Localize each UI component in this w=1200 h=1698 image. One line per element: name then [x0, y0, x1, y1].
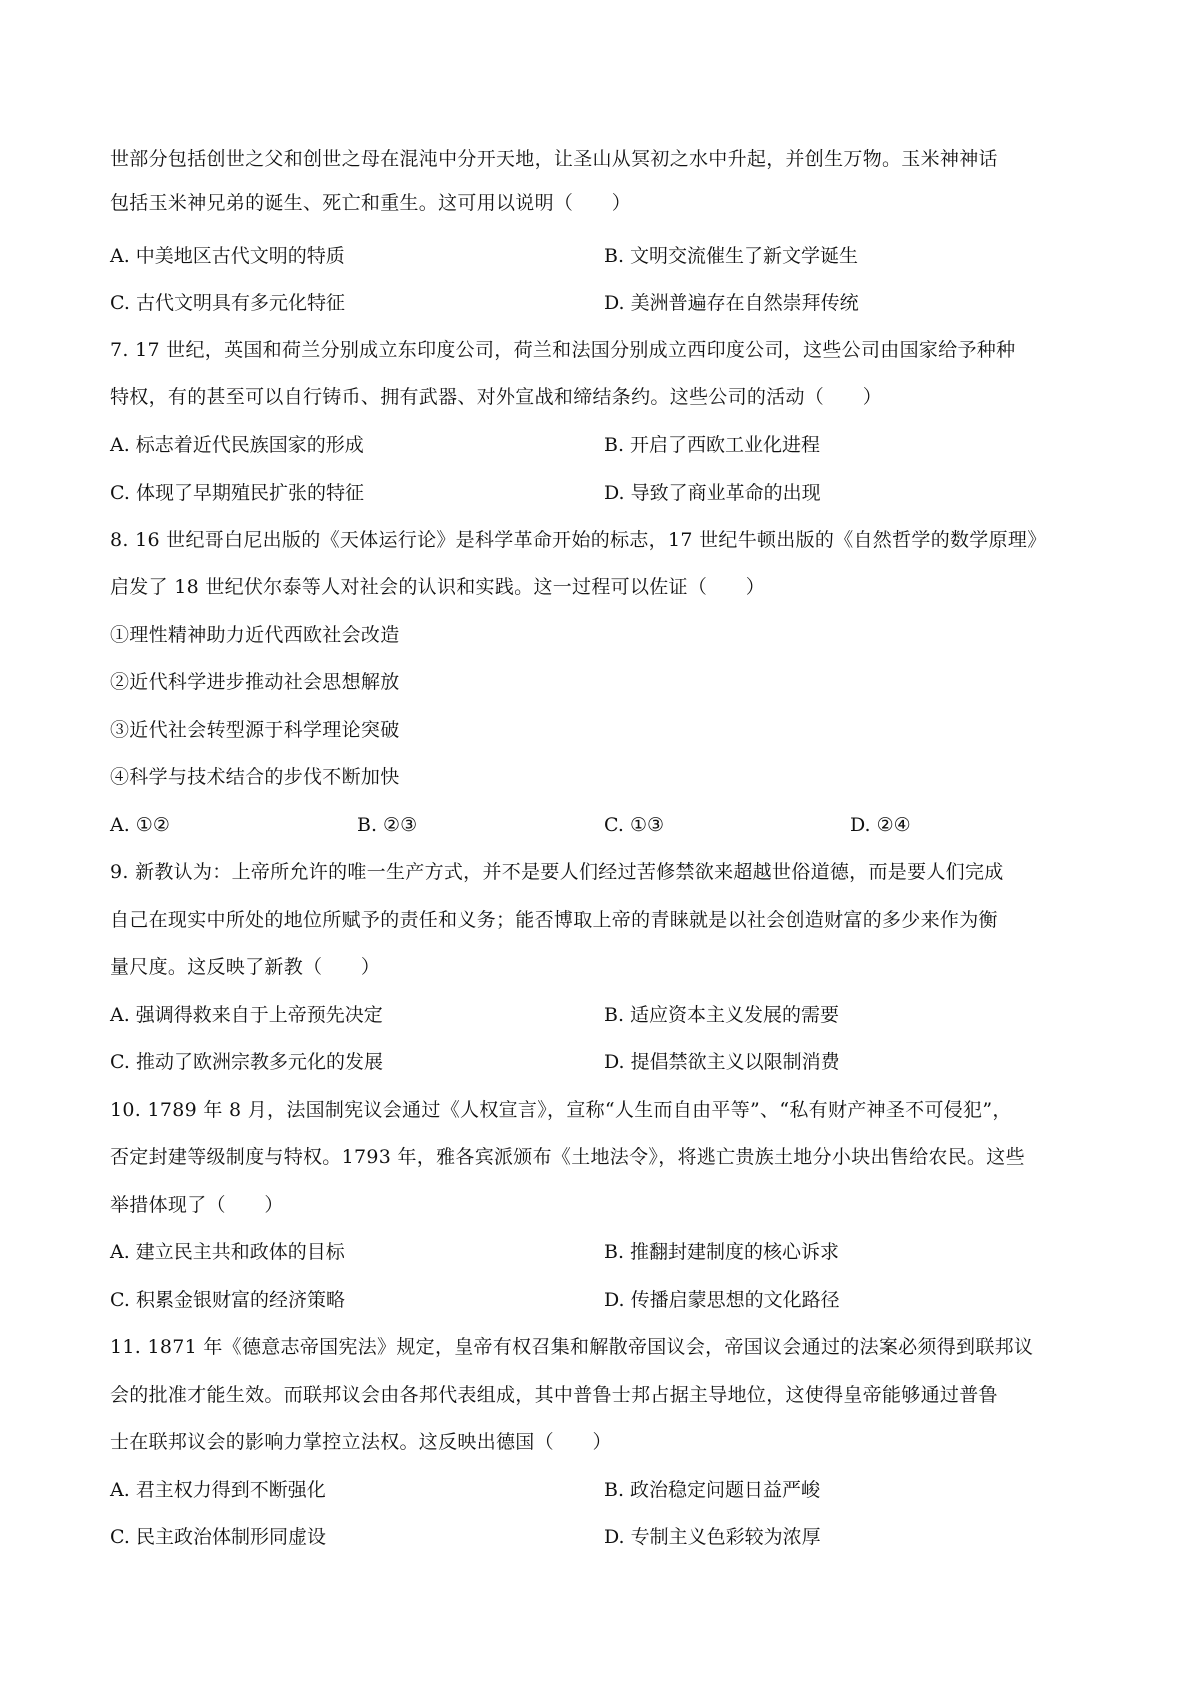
- q9-option-c: C. 推动了欧洲宗教多元化的发展: [110, 1051, 383, 1073]
- q8-item-4: ④科学与技术结合的步伐不断加快: [110, 766, 400, 788]
- q6-option-a: A. 中美地区古代文明的特质: [110, 245, 345, 267]
- q9-option-b: B. 适应资本主义发展的需要: [604, 1004, 840, 1026]
- q10-option-a: A. 建立民主共和政体的目标: [110, 1241, 345, 1263]
- q11-option-c: C. 民主政治体制形同虚设: [110, 1526, 326, 1548]
- q11-stem-line-2: 会的批准才能生效。而联邦议会由各邦代表组成，其中普鲁士邦占据主导地位，这使得皇帝能够通过普鲁: [110, 1384, 998, 1406]
- q11-stem-line-1: 11. 1871 年《德意志帝国宪法》规定，皇帝有权召集和解散帝国议会，帝国议会通过的法案必须得到联邦议: [110, 1336, 1034, 1358]
- q9-stem-line-1: 9. 新教认为：上帝所允许的唯一生产方式，并不是要人们经过苦修禁欲来超越世俗道德，而是要人们完成: [110, 861, 1004, 883]
- q8-option-d: D. ②④: [850, 814, 911, 836]
- q10-stem-line-3: 举措体现了（ ）: [110, 1194, 284, 1216]
- q9-stem-line-3: 量尺度。这反映了新教（ ）: [110, 956, 381, 978]
- q8-option-c: C. ①③: [604, 814, 665, 836]
- q10-option-b: B. 推翻封建制度的核心诉求: [604, 1241, 840, 1263]
- q11-option-b: B. 政治稳定问题日益严峻: [604, 1479, 821, 1501]
- q8-option-a: A. ①②: [110, 814, 170, 836]
- q7-stem-line-2: 特权，有的甚至可以自行铸币、拥有武器、对外宣战和缔结条约。这些公司的活动（ ）: [110, 386, 883, 408]
- q8-item-2: ②近代科学进步推动社会思想解放: [110, 671, 400, 693]
- q7-option-c: C. 体现了早期殖民扩张的特征: [110, 482, 364, 504]
- q7-stem-line-1: 7. 17 世纪，英国和荷兰分别成立东印度公司，荷兰和法国分别成立西印度公司，这些公司由国家给予种种: [110, 339, 1016, 361]
- q6-option-d: D. 美洲普遍存在自然崇拜传统: [604, 292, 859, 314]
- q6-stem-line-2: 包括玉米神兄弟的诞生、死亡和重生。这可用以说明（ ）: [110, 192, 632, 214]
- q6-option-c: C. 古代文明具有多元化特征: [110, 292, 345, 314]
- q8-stem-line-2: 启发了 18 世纪伏尔泰等人对社会的认识和实践。这一过程可以佐证（ ）: [110, 576, 766, 598]
- q6-stem-line-1: 世部分包括创世之父和创世之母在混沌中分开天地，让圣山从冥初之水中升起，并创生万物。玉米神神话: [110, 148, 998, 170]
- q10-option-c: C. 积累金银财富的经济策略: [110, 1289, 345, 1311]
- q11-option-d: D. 专制主义色彩较为浓厚: [604, 1526, 821, 1548]
- q6-option-b: B. 文明交流催生了新文学诞生: [604, 245, 859, 267]
- q8-item-3: ③近代社会转型源于科学理论突破: [110, 719, 400, 741]
- q9-option-a: A. 强调得救来自于上帝预先决定: [110, 1004, 383, 1026]
- q11-stem-line-3: 士在联邦议会的影响力掌控立法权。这反映出德国（ ）: [110, 1431, 612, 1453]
- q9-stem-line-2: 自己在现实中所处的地位所赋予的责任和义务；能否博取上帝的青睐就是以社会创造财富的多少来作为衡: [110, 909, 998, 931]
- q10-stem-line-1: 10. 1789 年 8 月，法国制宪议会通过《人权宣言》，宣称“人生而自由平等”、“私有财产神圣不可侵犯”，: [110, 1099, 1012, 1121]
- q7-option-a: A. 标志着近代民族国家的形成: [110, 434, 364, 456]
- q8-item-1: ①理性精神助力近代西欧社会改造: [110, 624, 400, 646]
- q8-option-b: B. ②③: [357, 814, 418, 836]
- q11-option-a: A. 君主权力得到不断强化: [110, 1479, 326, 1501]
- q10-option-d: D. 传播启蒙思想的文化路径: [604, 1289, 840, 1311]
- q9-option-d: D. 提倡禁欲主义以限制消费: [604, 1051, 840, 1073]
- q8-stem-line-1: 8. 16 世纪哥白尼出版的《天体运行论》是科学革命开始的标志，17 世纪牛顿出版的《自然哲学的数学原理》: [110, 529, 1047, 551]
- q7-option-b: B. 开启了西欧工业化进程: [604, 434, 821, 456]
- q7-option-d: D. 导致了商业革命的出现: [604, 482, 821, 504]
- q10-stem-line-2: 否定封建等级制度与特权。1793 年，雅各宾派颁布《土地法令》，将逃亡贵族土地分小块出售给农民。这些: [110, 1146, 1025, 1168]
